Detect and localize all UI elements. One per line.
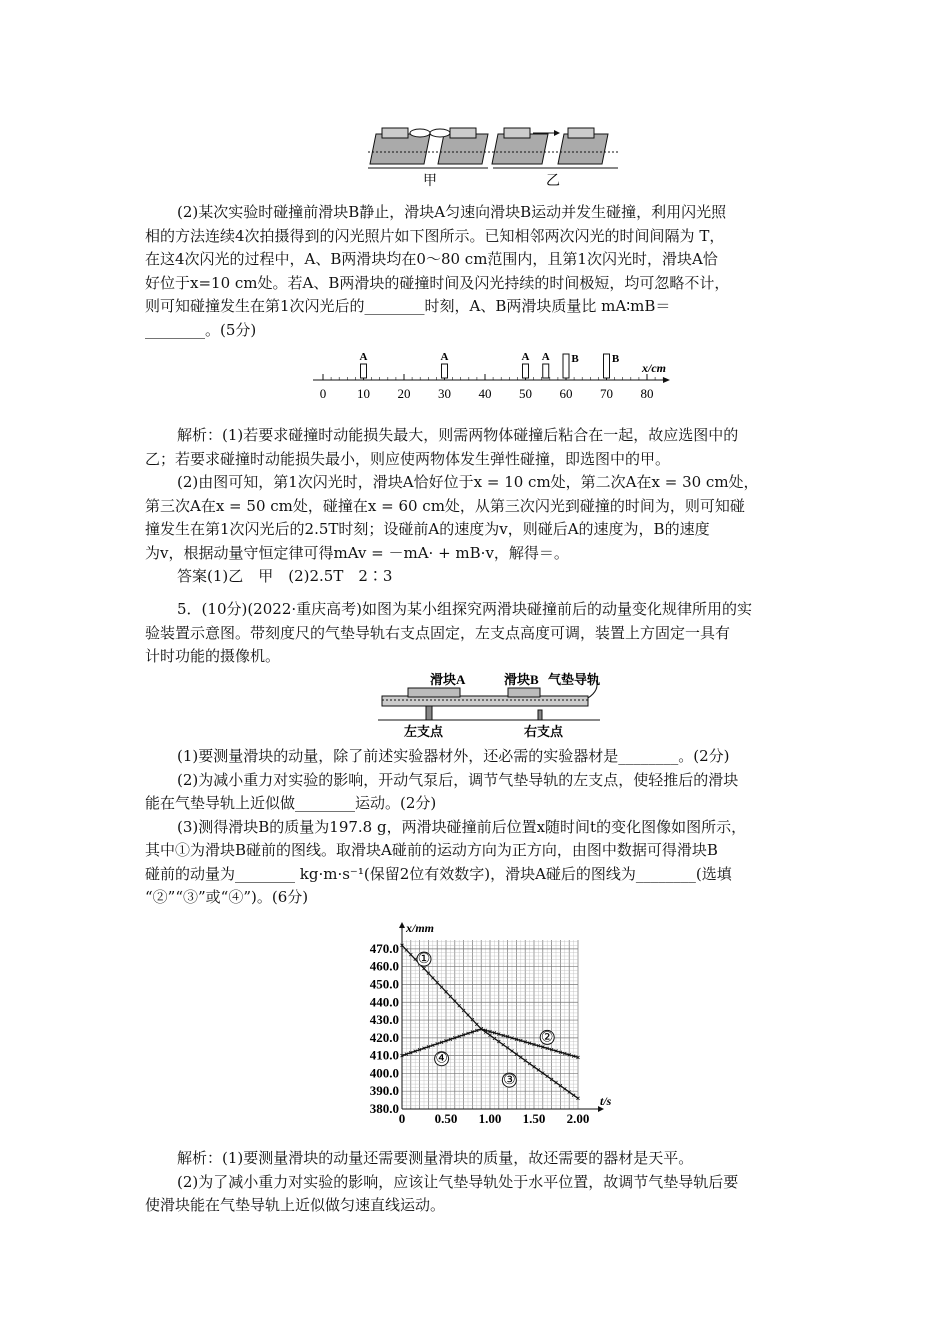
series-label: ① (417, 952, 431, 968)
y-axis-arrow (399, 922, 405, 928)
text-line: (2)由图可知，第1次闪光时，滑块A恰好位于x = 10 cm处，第二次A在x = 30 cm处， (177, 473, 759, 491)
label-jia: 甲 (423, 174, 437, 189)
text-line: 能在气垫导轨上近似做________运动。(2分) (145, 794, 437, 812)
collision-setup-figure (368, 122, 628, 192)
y-tick-label: 420.0 (369, 1029, 399, 1045)
x-tick-label: 0 (398, 1111, 406, 1124)
y-tick-label: 380.0 (369, 1101, 399, 1116)
solution-4 (145, 424, 807, 589)
text-line: 解析：(1)要测量滑块的动量还需要测量滑块的质量，故还需要的器材是天平。 (177, 1149, 694, 1167)
label-left-support: 左支点 (404, 724, 444, 739)
y-tick-label: 410.0 (369, 1047, 399, 1063)
slider-marker (523, 364, 529, 378)
y-tick-label: 430.0 (369, 1012, 399, 1028)
slider-marker-label: A (521, 351, 530, 363)
text-line: 为v，根据动量守恒定律可得mAv = －mA· + mB·v，解得＝。 (145, 543, 569, 562)
text-line: (3)测得滑块B的质量为197.8 g，两滑块碰撞前后位置x随时间t的变化图像如图所示， (177, 817, 747, 836)
x-tick-label: 2.00 (566, 1111, 590, 1124)
label-right-support: 右支点 (524, 724, 564, 739)
slider-marker-label: B (611, 353, 620, 365)
ruler-tick-label: 60 (559, 386, 573, 401)
slider-marker (442, 364, 448, 378)
label-yi: 乙 (546, 174, 560, 189)
y-tick-label: 470.0 (369, 940, 399, 956)
ruler-tick-label: 40 (478, 386, 492, 401)
series-label: ④ (435, 1051, 448, 1067)
text-line: 其中①为滑块B碰前的图线。取滑块A碰前的运动方向为正方向，由图中数据可得滑块B (145, 841, 718, 859)
series-label: ② (540, 1030, 554, 1046)
text-line: 好位于x=10 cm处。若A、B两滑块的碰撞时间及闪光持续的时间极短，均可忽略不计， (145, 273, 730, 292)
text-line: 乙；若要求碰撞时动能损失最小，则应使两物体发生弹性碰撞，即选图中的甲。 (145, 449, 671, 468)
series-label: ③ (503, 1073, 516, 1089)
ruler-tick-label: 50 (519, 386, 532, 401)
text-line: 5．(10分)(2022·重庆高考)如图为某小组探究两滑块碰撞前后的动量变化规律所用的实 (177, 600, 752, 618)
solution-5 (145, 1147, 807, 1218)
y-tick-label: 450.0 (369, 976, 399, 992)
slider-marker-label: A (541, 351, 550, 363)
y-tick-label: 460.0 (369, 958, 399, 974)
text-line: (2)为减小重力对实验的影响，开动气泵后，调节气垫导轨的左支点，使轻推后的滑块 (177, 770, 739, 789)
text-line: 使滑块能在气垫导轨上近似做匀速直线运动。 (145, 1196, 446, 1214)
text-line: 则可知碰撞发生在第1次闪光后的________时刻，A、B两滑块质量比 mA∶mB＝ (145, 297, 671, 315)
text-line: (1)要测量滑块的动量，除了前述实验器材外，还必需的实验器材是________。(2分) (177, 747, 730, 765)
text-line: 解析：(1)若要求碰撞时动能损失最大，则需两物体碰撞后粘合在一起，故应选图中的 (177, 426, 739, 444)
slider-marker-label: A (359, 351, 368, 363)
text-line: 相的方法连续4次拍摄得到的闪光照片如下图所示。已知相邻两次闪光的时间间隔为 T， (145, 226, 725, 245)
text-line: ________。(5分) (145, 320, 257, 339)
text-line: 碰前的动量为________ kg·m·s⁻¹(保留2位有效数字)，滑块A碰后的图线为________(选填 (145, 864, 732, 883)
text-line: 验装置示意图。带刻度尺的气垫导轨右支点固定，左支点高度可调，装置上方固定一具有 (145, 623, 731, 642)
ruler-tick-label: 80 (640, 386, 654, 401)
ruler-tick-label: 70 (600, 386, 613, 401)
y-tick-label: 390.0 (369, 1083, 399, 1099)
label-slider-a: 滑块A (430, 672, 466, 687)
ruler-tick-label: 10 (357, 386, 370, 401)
ruler-tick-label: 20 (397, 386, 411, 401)
text-line: “②”“③”或“④”)。(6分) (145, 888, 309, 906)
question-5-parts (145, 745, 807, 910)
x-tick-label: 1.00 (478, 1111, 502, 1124)
slider-marker (563, 354, 569, 378)
answer-line: 答案(1)乙 甲 (2)2.5T 2∶3 (177, 567, 393, 585)
y-tick-label: 440.0 (369, 994, 399, 1010)
question-4-part-2 (145, 201, 807, 342)
slider-marker-label: B (571, 353, 579, 365)
question-5 (145, 598, 807, 669)
label-rail: 气垫导轨 (548, 672, 601, 687)
x-tick-label: 0.50 (434, 1111, 458, 1124)
text-line: (2)为了减小重力对实验的影响，应该让气垫导轨处于水平位置，故调节气垫导轨后要 (177, 1172, 739, 1191)
text-line: (2)某次实验时碰撞前滑块B静止，滑块A匀速向滑块B运动并发生碰撞，利用闪光照 (177, 203, 727, 221)
text-line: 在这4次闪光的过程中，A、B两滑块均在0～80 cm范围内，且第1次闪光时，滑块A恰 (145, 250, 718, 268)
y-axis-label: x/mm (406, 921, 435, 935)
air-track-apparatus (378, 670, 608, 742)
ruler-tick-label: 30 (438, 386, 451, 401)
ruler-axis-label: x/cm (642, 361, 666, 375)
text-line: 撞发生在第1次闪光后的2.5T时刻；设碰前A的速度为v，则碰后A的速度为，B的速度 (145, 520, 710, 538)
ruler-tick-label: 0 (319, 386, 327, 401)
x-tick-label: 1.50 (522, 1111, 546, 1124)
label-slider-b: 滑块B (504, 672, 539, 687)
text-line: 计时功能的摄像机。 (145, 647, 281, 665)
position-time-chart (355, 918, 625, 1124)
slider-marker (543, 364, 549, 378)
slider-marker-label: A (440, 351, 449, 363)
flash-photo-ruler (308, 350, 688, 406)
slider-marker (604, 354, 610, 378)
x-axis-label: t/s (600, 1094, 612, 1108)
text-line: 第三次A在x = 50 cm处，碰撞在x = 60 cm处，从第三次闪光到碰撞的时间为，则可知碰 (145, 496, 745, 515)
slider-marker (361, 364, 367, 378)
y-tick-label: 400.0 (369, 1065, 399, 1081)
